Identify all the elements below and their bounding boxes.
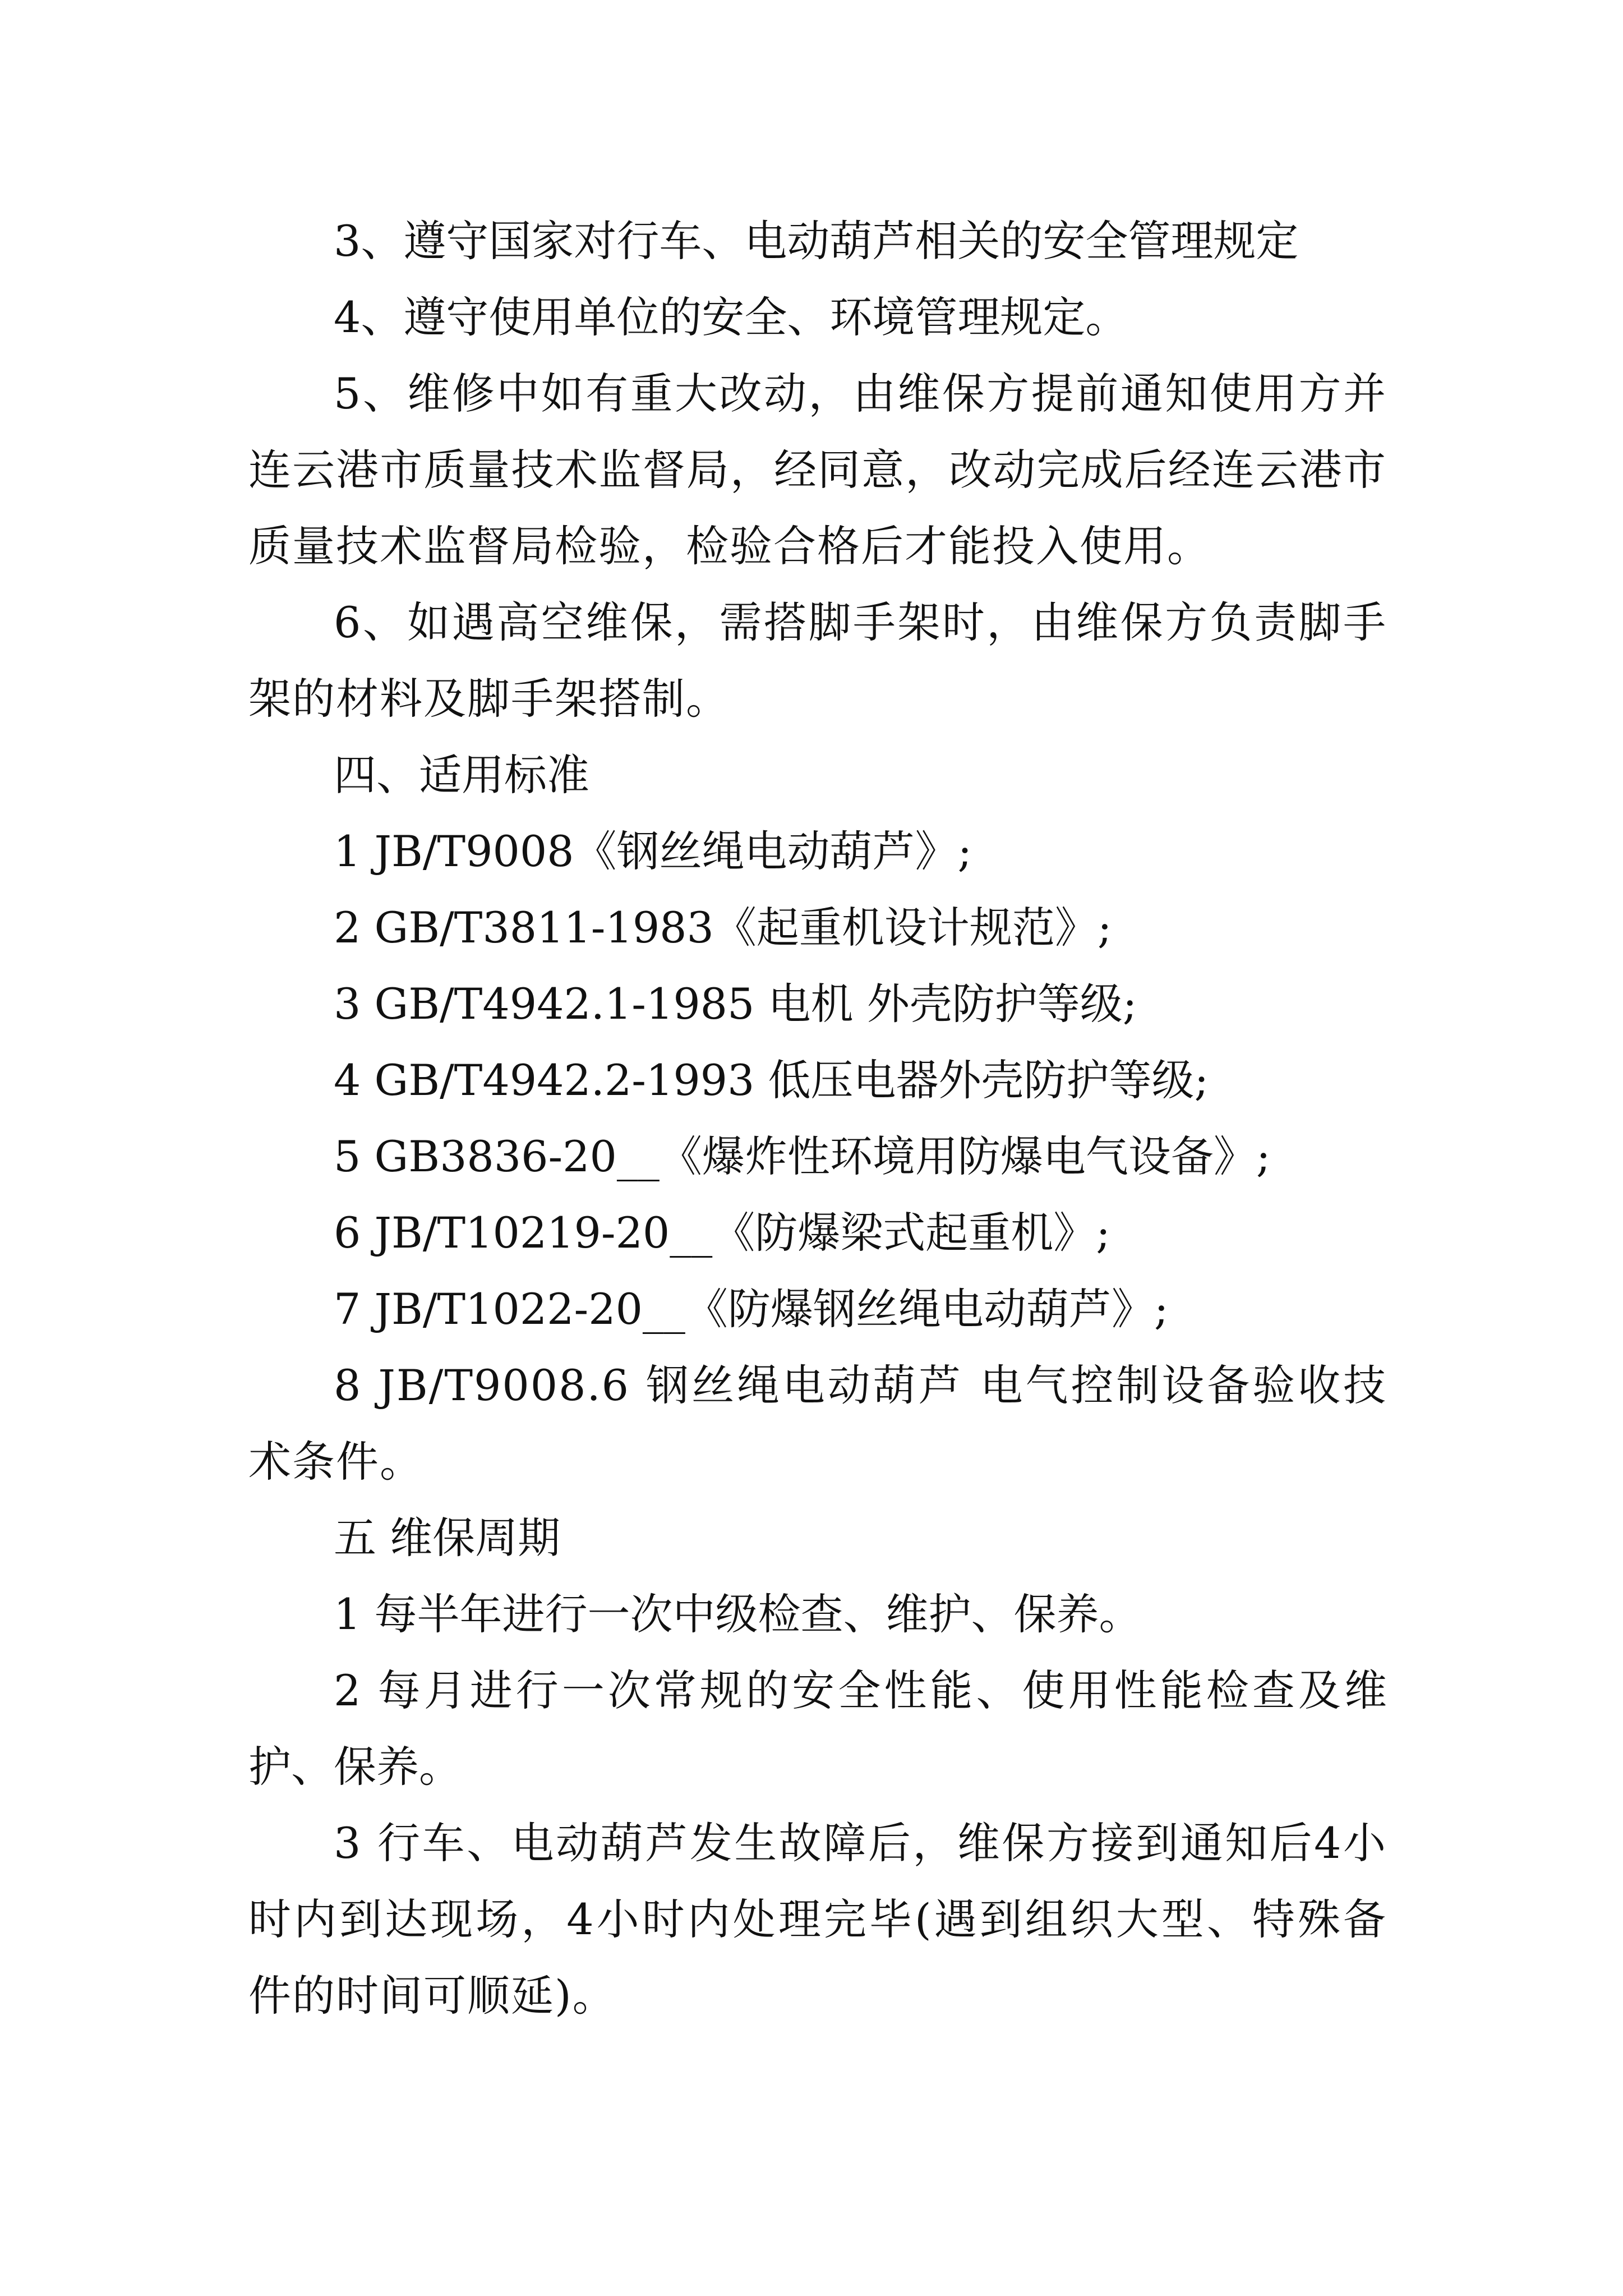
standard-item-2: 2 GB/T3811-1983《起重机设计规范》; [334,903,1112,953]
paragraph-item-5: 5、维修中如有重大改动，由维保方提前通知使用方并连云港市质量技术监督局，经同意，改动完成后经连云港市质量技术监督局检验，检验合格后才能投入使用。 [248,369,1387,571]
paragraph-item-3: 3、遵守国家对行车、电动葫芦相关的安全管理规定 [334,216,1299,266]
standard-item-3: 3 GB/T4942.1-1985 电机 外壳防护等级; [334,979,1137,1029]
cycle-item-1: 1 每半年进行一次中级检查、维护、保养。 [334,1589,1142,1639]
standard-item-7: 7 JB/T1022-20__《防爆钢丝绳电动葫芦》; [334,1284,1169,1334]
cycle-item-2: 2 每月进行一次常规的安全性能、使用性能检查及维护、保养。 [248,1665,1387,1792]
section-heading-maintenance-cycle: 五 维保周期 [334,1513,561,1563]
standard-item-4: 4 GB/T4942.2-1993 低压电器外壳防护等级; [334,1055,1209,1105]
standard-item-5: 5 GB3836-20__《爆炸性环境用防爆电气设备》; [334,1131,1271,1181]
paragraph-item-4: 4、遵守使用单位的安全、环境管理规定。 [334,292,1128,342]
paragraph-item-6: 6、如遇高空维保，需搭脚手架时，由维保方负责脚手架的材料及脚手架搭制。 [248,597,1387,724]
cycle-item-3: 3 行车、电动葫芦发生故障后，维保方接到通知后4小时内到达现场，4小时内处理完毕(遇到组织大型、特殊备件的时间可顺延)。 [248,1818,1387,2021]
standard-item-6: 6 JB/T10219-20__《防爆梁式起重机》; [334,1208,1110,1258]
section-heading-standards: 四、适用标准 [334,750,589,800]
document-body [248,203,1387,2034]
standard-item-8: 8 JB/T9008.6 钢丝绳电动葫芦 电气控制设备验收技术条件。 [248,1360,1387,1487]
standard-item-1: 1 JB/T9008《钢丝绳电动葫芦》; [334,826,972,876]
